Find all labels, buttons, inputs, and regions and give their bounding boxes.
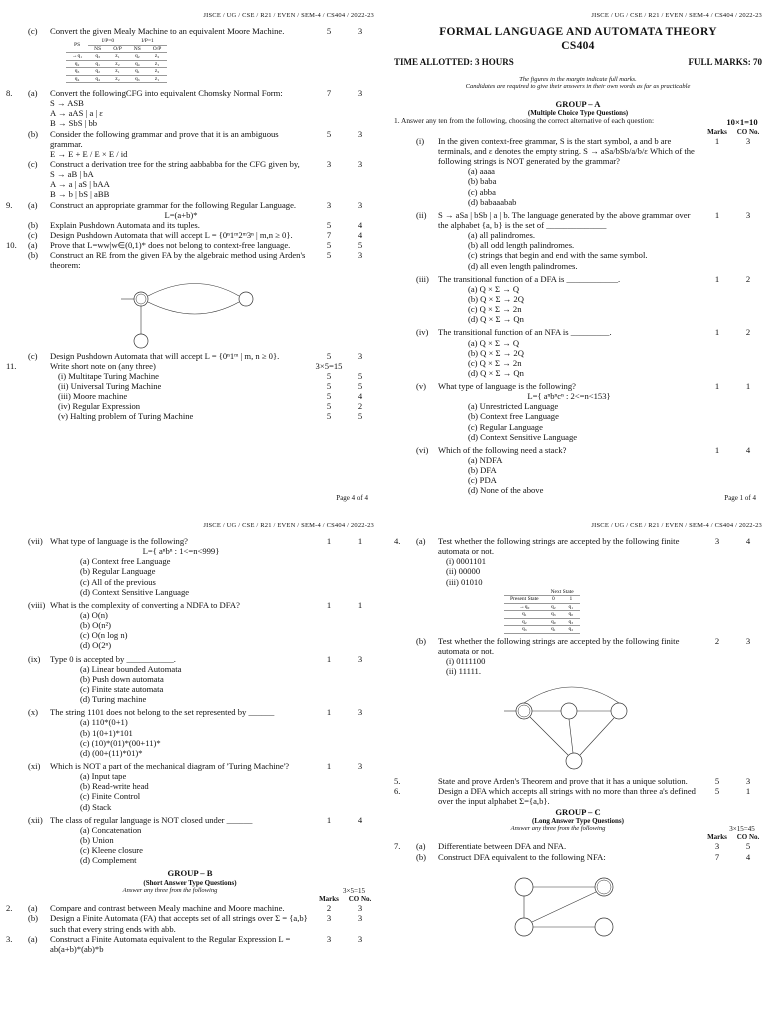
instruction-note: The figures in the margin indicate full marks.: [519, 75, 637, 83]
mcq-option: (c) O(n log n): [80, 630, 128, 641]
mcq-option: (d) O(2ⁿ): [80, 640, 112, 651]
mcq-question: (ii) S → aSa | bSb | a | b. The language generated by the above grammar over the alphabet {a, b} is the set of ______________ (a) all palindromes. (b) all odd length palindromes. (c) strings that begin and end with the same symbol. (d) all even length palindromes. 1 3: [416, 209, 751, 271]
mcq-question: (iii) The transitional function of a DFA is ____________. (a) Q × Σ → Q (b) Q × Σ → 2Q (c) Q × Σ → 2n (d) Q × Σ → Qn 1 2: [416, 273, 751, 325]
page-header: JISCE / UG / CSE / R21 / EVEN / SEM-4 / CS404 / 2022-23: [591, 522, 762, 529]
question-4b: (b) Test whether the following strings are accepted by the following finite automata or not. (i) 0111100 (ii) 11111. 2 3: [416, 635, 751, 677]
mcq-option: (b) Context free Language: [468, 411, 559, 422]
mcq-option: (d) Complement: [80, 855, 137, 866]
mcq-option: (c) Q × Σ → 2n: [468, 304, 522, 315]
mcq-option: (c) All of the previous: [80, 576, 156, 587]
mcq-question: (v) What type of language is the following? L={ aⁿbⁿcⁿ : 2<=n<153} (a) Unrestricted Language (b) Context free Language (c) Regular Language (d) Context Sensitive Language 1 1: [416, 381, 751, 442]
group-c-heading: GROUP – C: [555, 806, 601, 817]
full-marks: FULL MARKS: 70: [688, 57, 762, 68]
question-7a: 7. (a) Differentiate between DFA and NFA. 3 5: [394, 841, 751, 852]
question-8a: 8. (a) Convert the followingCFG into equivalent Chomsky Normal Form: S → ASB A → aAS | a | ε B → SbS | bb 7 3: [6, 88, 363, 129]
question-10b: (b) Construct an RE from the given FA by the algebraic method using Arden's theorem: 5 3: [28, 250, 363, 271]
mcq-option: (b) Push down automata: [80, 673, 164, 684]
mcq-option: (d) Stack: [80, 801, 112, 812]
mcq-option: (d) Q × Σ → Qn: [468, 314, 524, 325]
page-2: JISCE / UG / CSE / R21 / EVEN / SEM-4 / CS404 / 2022-23 (vii) What type of language is the following? L={ aⁿbⁿ : 1<=n<999} (a) Context free Language (b) Regular Language (c) All of the previous (d) Context Sensitive Language 1 1 (viii) What is the complexity of converting a NDFA to DFA? (a) O(n) (b) O(n²) (c) O(n log n) (d) O(2ⁿ) 1 1 (ix) Type 0 is accepted by ___________. (a) Linear bounded Automata (b) Push down automata (c) Finite state automata (d) Turing machine 1 3 (x) The string 1101 does not belong to the set represented by ______ (a) 110*(0+1) (b) 1(0+1)*101 (c) (10)*(01)*(00+11)* (d) (00+(11)*01)* 1 3 (xi) Which is NOT a part of the mechanical diagram of 'Turing Machine'? (a) Input tape (b) Read-write head (c) Finite Control (d) Stack 1 3 (xii) The class of regular language is NOT closed under ______ (a) Concatenation (b) Union (c) Kleene closure (d) Complement 1 4 GROUP – B (Short Answer Type Questions) Answer any three from the following 3×5=15 Marks CO No. 2. (a) Compare and contrast between Mealy machine and Moore machine. 2 3 (b) Design a Finite Automata (FA) that accepts set of all strings over Σ = {a,b} such that every string ends with abb. 3 3 3. (a) Construct a Finite Automata equivalent to the Regular Expression L = ab(a+b)*(ab)*b 3 3: [6, 522, 374, 954]
page-1: JISCE / UG / CSE / R21 / EVEN / SEM-4 / CS404 / 2022-23 FORMAL LANGUAGE AND AUTOMATA THEORY CS404 TIME ALLOTTED: 3 HOURS FULL MARKS: 70 The figures in the margin indicate full marks. Candidates are required to give their answers in their own words as far as practicable GROUP – A (Multiple Choice Type Questions) 1. Answer any ten from the following, choosing the correct alternative of each question: 10×1=10 Marks CO No. (i) In the given context-free grammar, S is the start symbol, a and b are terminals, and ε denotes the empty string. S → aSa/bSb/a/b/ε Which of the following strings is NOT generated by the grammar? (a) aaaa (b) baba (c) abba (d) babaaabab 1 3 (ii) S → aSa | bSb | a | b. The language generated by the above grammar over the alphabet {a, b} is the set of ______________ (a) all palindromes. (b) all odd length palindromes. (c) strings that begin and end with the same symbol. (d) all even length palindromes. 1 3 (iii) The transitional function of a DFA is ____________. (a) Q × Σ → Q (b) Q × Σ → 2Q (c) Q × Σ → 2n (d) Q × Σ → Qn 1 2 (iv) The transitional function of an NFA is _________. (a) Q × Σ → Q (b) Q × Σ → 2Q (c) Q × Σ → 2n (d) Q × Σ → Qn 1 2 (v) What type of language is the following? L={ aⁿbⁿcⁿ : 2<=n<153} (a) Unrestricted Language (b) Context free Language (c) Regular Language (d) Context Sensitive Language 1 1 (vi) Which of the following need a stack? (a) NDFA (b) DFA (c) PDA (d) None of the above 1 4 Page 1 of 4: [394, 12, 762, 502]
question-2b: (b) Design a Finite Automata (FA) that accepts set of all strings over Σ = {a,b} such that every string ends with abb. 3 3: [28, 913, 363, 934]
mcq-option: (b) 1(0+1)*101: [80, 727, 133, 738]
question-9c: (c) Design Pushdown Automata that will accept L = {0ⁿ1ᵐ2ᵐ3ⁿ | m,n ≥ 0}. 7 4: [28, 230, 363, 241]
question-4a: 4. (a) Test whether the following strings are accepted by the following finite automata or not. (i) 0001101 (ii) 00000 (iii) 01010 3 4: [394, 536, 751, 587]
mcq-option: (a) Linear bounded Automata: [80, 663, 182, 674]
group-b-heading: GROUP – B: [167, 868, 213, 879]
course-code: CS404: [561, 39, 595, 52]
mcq-option: (a) Q × Σ → Q: [468, 337, 520, 348]
mcq-question: (xi) Which is NOT a part of the mechanical diagram of 'Turing Machine'? (a) Input tape (b) Read-write head (c) Finite Control (d) Stack 1 3: [28, 760, 363, 812]
question-9b: (b) Explain Pushdown Automata and its tuples. 5 4: [28, 219, 363, 230]
mcq-option: (c) PDA: [468, 475, 497, 486]
mcq-option: (b) all odd length palindromes.: [468, 240, 575, 251]
page-header: JISCE / UG / CSE / R21 / EVEN / SEM-4 / CS404 / 2022-23: [203, 522, 374, 529]
mcq-option: (c) strings that begin and end with the same symbol.: [468, 250, 648, 261]
question-10a: 10. (a) Prove that L=ww|w∈(0,1)* does not belong to context-free language. 5 5: [6, 240, 363, 251]
mcq-list: [6, 536, 374, 868]
time-allotted: TIME ALLOTTED: 3 HOURS: [394, 57, 514, 68]
mcq-option: (a) 110*(0+1): [80, 717, 128, 728]
fa-diagram-4b: [494, 676, 694, 776]
question-1: 1. Answer any ten from the following, choosing the correct alternative of each question: 10×1=10: [394, 116, 758, 128]
question-9a: 9. (a) Construct an appropriate grammar for the following Regular Language. L=(a+b)* 3 3: [6, 199, 363, 220]
page-footer: Page 1 of 4: [724, 493, 756, 502]
question-2a: 2. (a) Compare and contrast between Mealy machine and Moore machine. 2 3: [6, 903, 363, 914]
mcq-option: (c) (10)*(01)*(00+11)*: [80, 737, 161, 748]
question-11-item: (v) Halting problem of Turing Machine 5 5: [58, 411, 363, 422]
mcq-option: (b) Union: [80, 834, 114, 845]
mcq-question: (i) In the given context-free grammar, S is the start symbol, a and b are terminals, and ε denotes the empty string. S → aSa/bSb/a/b/ε Which of the following strings is NOT generated by the grammar? (a) aaaa (b) baba (c) abba (d) babaaabab 1 3: [416, 135, 751, 207]
question-8b: (b) Consider the following grammar and prove that it is an ambiguous grammar. E → E + E / E × E / id 5 3: [28, 128, 363, 159]
mcq-option: (b) Read-write head: [80, 781, 149, 792]
mcq-question: (xii) The class of regular language is NOT closed under ______ (a) Concatenation (b) Union (c) Kleene closure (d) Complement 1 4: [28, 814, 363, 866]
question-6: 6. Design a DFA which accepts all strings with no more than three a's defined over the input alphabet Σ={a,b}. 5 1: [394, 786, 751, 807]
mcq-option: (c) Finite Control: [80, 791, 141, 802]
question-11-item: (iv) Regular Expression 5 2: [58, 401, 363, 412]
mcq-question: (vi) Which of the following need a stack? (a) NDFA (b) DFA (c) PDA (d) None of the above 1 4: [416, 444, 751, 496]
mcq-option: (c) Q × Σ → 2n: [468, 357, 522, 368]
mcq-list: [394, 136, 762, 499]
mcq-option: (d) all even length palindromes.: [468, 260, 578, 271]
question-10c: (c) Design Pushdown Automata that will accept L = {0ⁿ1ᵐ | m, n ≥ 0}. 5 3: [28, 350, 363, 361]
mcq-option: (d) Turing machine: [80, 694, 147, 705]
mcq-option: (c) Finite state automata: [80, 683, 164, 694]
mcq-option: (a) NDFA: [468, 455, 503, 466]
page-header: JISCE / UG / CSE / R21 / EVEN / SEM-4 / CS404 / 2022-23: [591, 12, 762, 19]
mcq-option: (c) Regular Language: [468, 421, 543, 432]
mcq-option: (a) Unrestricted Language: [468, 401, 559, 412]
page-4: [6, 6, 374, 506]
mcq-question: (ix) Type 0 is accepted by ___________. (a) Linear bounded Automata (b) Push down automata (c) Finite state automata (d) Turing machine 1 3: [28, 653, 363, 705]
mcq-option: (c) Kleene closure: [80, 845, 143, 856]
mcq-option: (b) Q × Σ → 2Q: [468, 293, 524, 304]
exam-title: FORMAL LANGUAGE AND AUTOMATA THEORY: [439, 26, 717, 38]
fa-diagram-arden: [96, 271, 296, 351]
mcq-option: (a) aaaa: [468, 166, 495, 177]
page-3: JISCE / UG / CSE / R21 / EVEN / SEM-4 / CS404 / 2022-23 4. (a) Test whether the following strings are accepted by the following finite automata or not. (i) 0001101 (ii) 00000 (iii) 01010 3 4 Next State Present State 0 1 →q₀ q₂ q₁ q₁ q₃ q₀ q₂ q₀ q₃ q₃ q₁ q₂ (b) Test whether the following strings are accepted by the following finite automata or not. (i) 0111100 (ii) 11111. 2 3 5. State and prove Arden's Theorem and prove that it has a unique solution. 5 3 6. Design a DFA which accepts all strings with no more than three a's defined over the input alphabet Σ={a,b}. 5 1 GROUP – C (Long Answer Type Questions) Answer any three from the following 3×15=45 Marks CO No. 7. (a) Differentiate between DFA and NFA. 3 5 (b) Construct DFA equivalent to the following NFA: 7 4: [394, 516, 762, 1016]
page-footer: Page 4 of 4: [336, 493, 368, 502]
transition-table: Next State Present State 0 1 →q₀ q₂ q₁ q₁ q₃ q₀ q₂ q₀ q₃ q₃ q₁ q₂: [504, 589, 580, 634]
question-11-item: (iii) Moore machine 5 4: [58, 391, 363, 402]
question-11-item: (i) Multitape Turing Machine 5 5: [58, 370, 363, 381]
page-header: JISCE / UG / CSE / R21 / EVEN / SEM-4 / CS404 / 2022-23: [203, 12, 374, 19]
mcq-option: (d) Context Sensitive Language: [80, 586, 190, 597]
question-3a: 3. (a) Construct a Finite Automata equivalent to the Regular Expression L = ab(a+b)*(ab)*b 3 3: [6, 933, 363, 954]
mcq-option: (b) O(n²): [80, 620, 111, 631]
mcq-option: (d) (00+(11)*01)*: [80, 747, 143, 758]
question-5: 5. State and prove Arden's Theorem and prove that it has a unique solution. 5 3: [394, 776, 751, 787]
mcq-question: (iv) The transitional function of an NFA is _________. (a) Q × Σ → Q (b) Q × Σ → 2Q (c) Q × Σ → 2n (d) Q × Σ → Qn 1 2: [416, 327, 751, 378]
mcq-option: (a) O(n): [80, 609, 108, 620]
mcq-question: (vii) What type of language is the following? L={ aⁿbⁿ : 1<=n<999} (a) Context free Language (b) Regular Language (c) All of the previous (d) Context Sensitive Language 1 1: [28, 536, 363, 597]
mcq-option: (a) all palindromes.: [468, 230, 536, 241]
question-11-item: (ii) Universal Turing Machine 5 5: [58, 381, 363, 391]
mcq-option: (a) Input tape: [80, 771, 127, 782]
mcq-question: (x) The string 1101 does not belong to the set represented by ______ (a) 110*(0+1) (b) 1(0+1)*101 (c) (10)*(01)*(00+11)* (d) (00+(11)*01)* 1 3: [28, 707, 363, 758]
mcq-option: (d) Q × Σ → Qn: [468, 367, 524, 378]
question-7c: (c) Convert the given Mealy Machine to an equivalent Moore Machine. 5 3: [28, 26, 363, 36]
mcq-option: (a) Concatenation: [80, 824, 142, 835]
mcq-option: (d) None of the above: [468, 485, 544, 496]
mcq-option: (b) DFA: [468, 465, 497, 476]
mcq-option: (b) baba: [468, 176, 497, 187]
mcq-option: (a) Context free Language: [80, 556, 171, 567]
mcq-option: (b) Q × Σ → 2Q: [468, 347, 524, 358]
question-8c: (c) Construct a derivation tree for the string aabbabba for the CFG given by, S → aB | bA A → a | aS | bAA B → b | bS | aBB 3 3: [28, 159, 363, 200]
mcq-option: (c) abba: [468, 186, 496, 197]
mcq-option: (d) Context Sensitive Language: [468, 431, 578, 442]
mcq-option: (b) Regular Language: [80, 566, 156, 577]
nfa-diagram-7b: [494, 862, 694, 942]
instruction-note: Candidates are required to give their answers in their own words as far as practicable: [465, 83, 691, 91]
mealy-table: PS I/P=0 I/P=1 NS O/P NS O/P →q₁ q₃ z₁ q₂ z₂ q₂ q₁ z₂ q₄ z₁ q₃ q₂ z₁ q₁ z₂ q₄ q₄ z₂ q₃ z₁: [66, 38, 167, 83]
mcq-option: (d) babaaabab: [468, 196, 517, 207]
mcq-option: (a) Q × Σ → Q: [468, 283, 520, 294]
question-11: 11. Write short note on (any three) 3×5=15: [6, 360, 343, 371]
mcq-question: (viii) What is the complexity of converting a NDFA to DFA? (a) O(n) (b) O(n²) (c) O(n log n) (d) O(2ⁿ) 1 1: [28, 599, 363, 651]
group-a-heading: GROUP – A: [555, 99, 601, 110]
question-7b: (b) Construct DFA equivalent to the following NFA: 7 4: [416, 851, 751, 862]
